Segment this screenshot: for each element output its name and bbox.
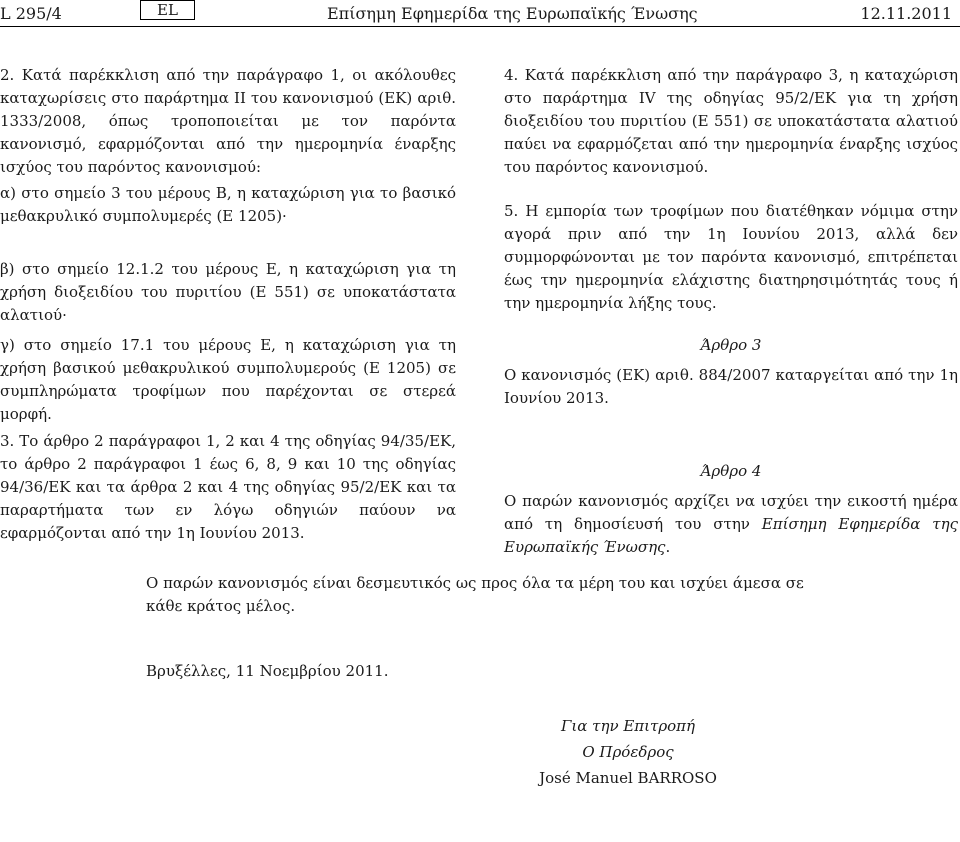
- journal-title: Επίσημη Εφημερίδα της Ευρωπαϊκής Ένωσης: [327, 4, 698, 23]
- article-3-title: Άρθρο 3: [700, 336, 762, 354]
- publication-date: 12.11.2011: [860, 4, 952, 23]
- paragraph-4: 4. Κατά παρέκκλιση από την παράγραφο 3, η καταχώριση στο παράρτημα IV της οδηγίας 95/2/ΕΚ για τη χρήση διοξειδίου του πυριτίου (Ε 551) σε υποκατάστατα αλατιού παύει να εφαρμόζεται από την ημερομηνία έναρξης ισχύος του παρόντος κανονισμού.: [504, 66, 958, 176]
- place-date: Βρυξέλλες, 11 Νοεμβρίου 2011.: [146, 662, 389, 680]
- president-title: Ο Πρόεδρος: [582, 743, 674, 761]
- point-a: α) στο σημείο 3 του μέρους Β, η καταχώριση για το βασικό μεθακρυλικό συμπολυμερές (Ε 1205)·: [0, 184, 456, 225]
- article-4-text-start: Ο παρών κανονισμός αρχίζει να ισχύει την εικοστή ημέρα από τη δημοσίευσή του στην: [504, 492, 958, 533]
- signatory-name: José Manuel BARROSO: [539, 769, 717, 787]
- article-3-text: Ο κανονισμός (ΕΚ) αριθ. 884/2007 καταργείται από την 1η Ιουνίου 2013.: [504, 366, 958, 407]
- point-c: γ) στο σημείο 17.1 του μέρους Ε, η καταχώριση για τη χρήση βασικού μεθακρυλικού συμπολυμερούς (Ε 1205) σε συμπληρώματα τροφίμων που παρέχονται σε στερεά μορφή.: [0, 336, 456, 423]
- article-4-title: Άρθρο 4: [700, 462, 762, 480]
- article-4-text: [504, 490, 958, 559]
- header-rule: [0, 26, 960, 27]
- paragraph-3: 3. Το άρθρο 2 παράγραφοι 1, 2 και 4 της οδηγίας 94/35/ΕΚ, το άρθρο 2 παράγραφοι 1 έως 6, 8, 9 και 10 της οδηγίας 94/36/ΕΚ και τα άρθρα 2 και 4 της οδηγίας 95/2/ΕΚ και τα παραρτήματα των εν λόγω οδηγιών παύουν να εφαρμόζονται από την 1η Ιουνίου 2013.: [0, 432, 456, 542]
- binding-clause: Ο παρών κανονισμός είναι δεσμευτικός ως προς όλα τα μέρη του και ισχύει άμεσα σε κάθε κράτος μέλος.: [146, 574, 804, 615]
- for-the-commission: Για την Επιτροπή: [560, 717, 696, 735]
- page-reference: L 295/4: [0, 4, 62, 23]
- paragraph-5: 5. Η εμπορία των τροφίμων που διατέθηκαν νόμιμα στην αγορά πριν από την 1η Ιουνίου 2013, αλλά δεν συμμορφώνονται με τον παρόντα κανονισμό, επιτρέπεται έως την ημερομηνία ελάχιστης διατηρησιμότητάς τους ή την ημερομηνία λήξης τους.: [504, 202, 958, 312]
- point-b: β) στο σημείο 12.1.2 του μέρους Ε, η καταχώριση για τη χρήση διοξειδίου του πυριτίου (Ε 551) σε υποκατάστατα αλατιού·: [0, 260, 456, 324]
- article-4-text-end: .: [665, 538, 671, 556]
- paragraph-2: 2. Κατά παρέκκλιση από την παράγραφο 1, οι ακόλουθες καταχωρίσεις στο παράρτημα II του κανονισμού (ΕΚ) αριθ. 1333/2008, όπως τροποποιείται με τον παρόντα κανονισμό, εφαρμόζονται από την ημερομηνία έναρξης ισχύος του παρόντος κανονισμού:: [0, 66, 456, 176]
- language-badge: EL: [140, 0, 195, 20]
- journal-name-italic: Επίσημη Εφημερίδα της Ευρωπαϊκής Ένωσης: [504, 515, 958, 556]
